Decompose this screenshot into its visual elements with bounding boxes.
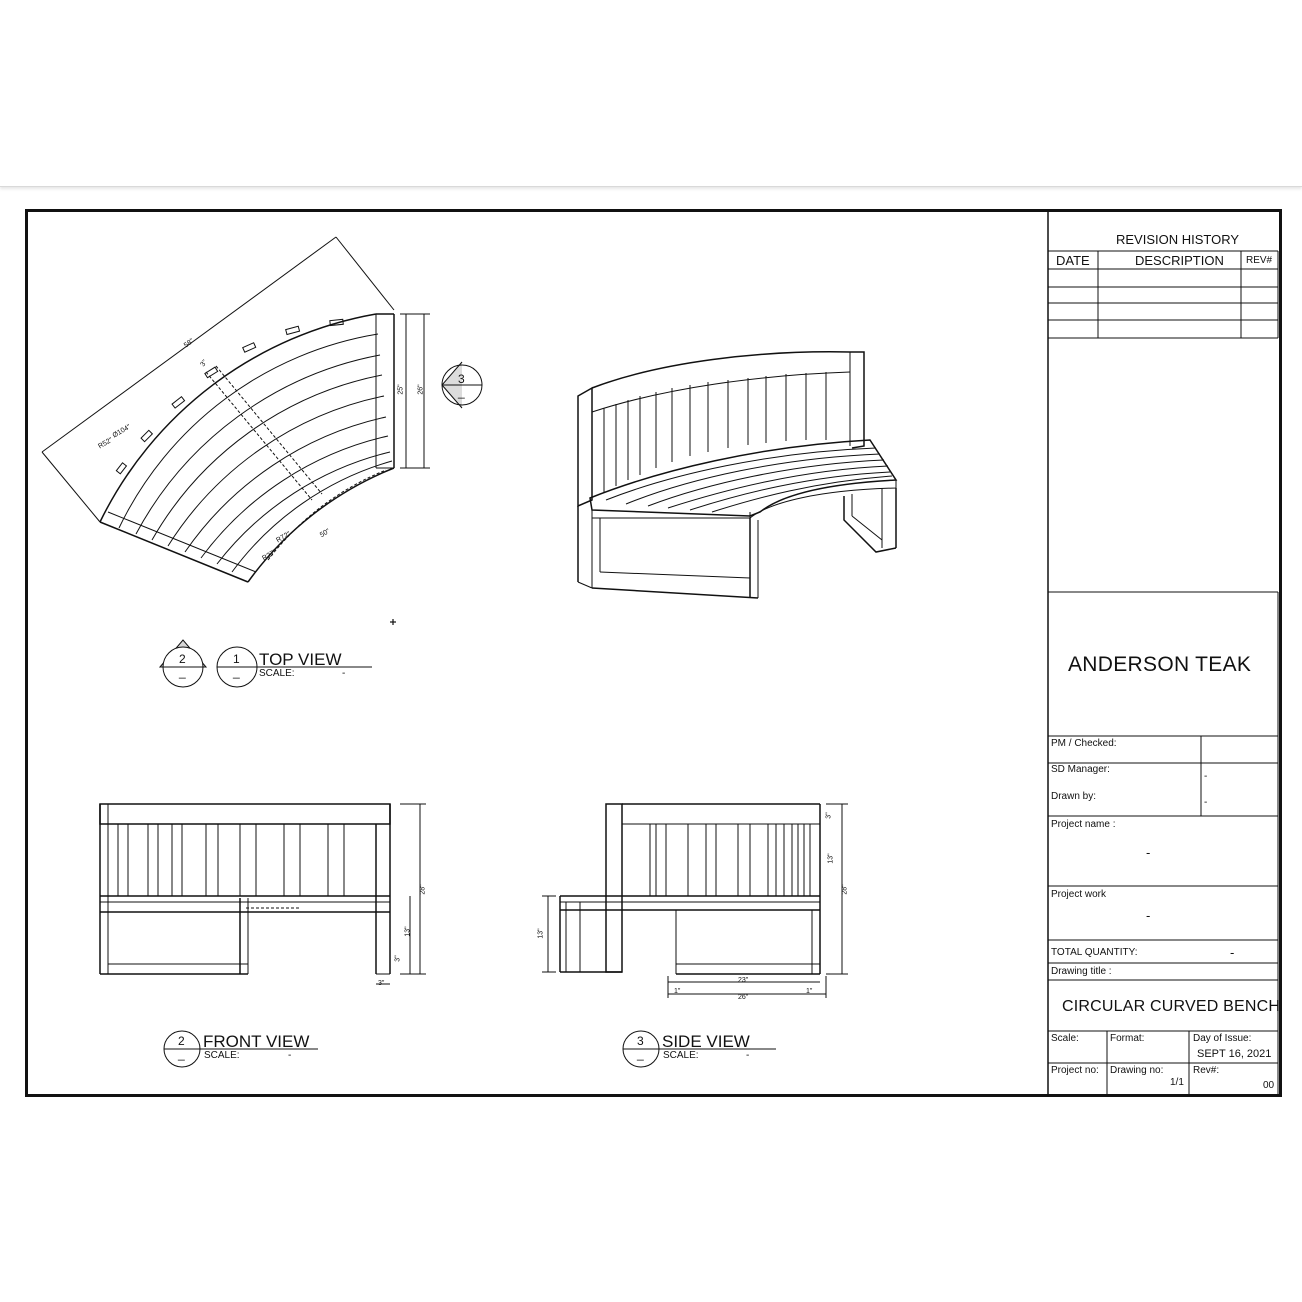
dim-top-inner-width: 25" (397, 384, 405, 395)
scale-label: Scale: (1051, 1033, 1079, 1044)
project-work-value: - (1146, 908, 1151, 923)
dim-front-leg-a: 3" (394, 955, 402, 962)
side-view-drawing (542, 804, 848, 998)
dim-top-overall-length: 58" (182, 337, 196, 350)
top-view-scale-value: - (342, 668, 346, 679)
dim-front-height: 28" (419, 884, 427, 895)
top-view-ref-sub: _ (179, 665, 186, 679)
sd-manager-label: SD Manager: (1051, 764, 1110, 775)
dim-top-diameter: Ø104" (111, 423, 133, 440)
top-view-number: 1 (233, 652, 240, 666)
dim-front-leg-b: 3" (378, 980, 385, 987)
dim-top-outer-arc: 50" (318, 527, 332, 540)
project-no-label: Project no: (1051, 1065, 1099, 1076)
drawn-by-value: - (1204, 797, 1208, 808)
dim-side-foot-a: 1" (674, 988, 681, 995)
revision-col-rev: REV# (1246, 255, 1273, 266)
drawing-title-label: Drawing title : (1051, 966, 1112, 977)
dim-front-seat-height: 13" (404, 926, 412, 937)
total-quantity-label: TOTAL QUANTITY: (1051, 947, 1138, 958)
dim-side-depth: 26" (738, 994, 749, 1001)
project-name-label: Project name : (1051, 819, 1116, 830)
dim-top-radius-c: R52" (97, 436, 115, 451)
front-view-sub: _ (178, 1047, 185, 1061)
side-view-sub: _ (637, 1047, 644, 1061)
dim-top-radius-b: R27" (261, 548, 279, 563)
side-view-title: SIDE VIEW (662, 1032, 750, 1051)
cursor-cross-icon (390, 619, 396, 625)
drawing-title: CIRCULAR CURVED BENCH (1062, 998, 1281, 1015)
dim-top-radius-a: R72" (275, 530, 293, 545)
dim-side-height: 28" (841, 884, 849, 895)
front-view-number: 2 (178, 1034, 185, 1048)
drawn-by-label: Drawn by: (1051, 791, 1097, 802)
drawing-no-label: Drawing no: (1110, 1065, 1164, 1076)
side-view-scale-value: - (746, 1050, 750, 1061)
project-work-label: Project work (1051, 889, 1107, 900)
dim-top-slat: 3" (199, 358, 209, 369)
revision-history-heading: REVISION HISTORY (1116, 232, 1240, 247)
front-view-title: FRONT VIEW (203, 1032, 310, 1051)
format-label: Format: (1110, 1033, 1145, 1044)
dim-side-back-a: 3" (825, 812, 833, 819)
side-view-number: 3 (637, 1034, 644, 1048)
revision-col-description: DESCRIPTION (1135, 253, 1224, 268)
dim-side-depth-inner: 23" (738, 977, 749, 984)
front-view-scale-value: - (288, 1050, 292, 1061)
top-view-sub: _ (233, 665, 240, 679)
drawing-no-value: 1/1 (1170, 1077, 1184, 1088)
top-view-drawing (42, 237, 482, 582)
company-name: ANDERSON TEAK (1068, 653, 1252, 676)
pm-checked-label: PM / Checked: (1051, 738, 1117, 749)
top-ref-3-sub: _ (458, 385, 465, 399)
front-view-scale-label: SCALE: (204, 1050, 240, 1061)
isometric-view-drawing (578, 352, 896, 598)
total-quantity-value: - (1230, 945, 1235, 960)
dim-top-overall-width: 26" (417, 384, 425, 395)
dim-side-seat: 13" (537, 928, 545, 939)
top-view-title: TOP VIEW (259, 650, 342, 669)
front-view-drawing (100, 804, 426, 984)
day-of-issue-label: Day of Issue: (1193, 1033, 1252, 1044)
dim-side-back-b: 13" (827, 853, 835, 864)
rev-value: 00 (1263, 1080, 1275, 1091)
rev-label: Rev#: (1193, 1065, 1220, 1076)
revision-col-date: DATE (1056, 253, 1090, 268)
top-view-ref-number: 2 (179, 652, 186, 666)
project-name-value: - (1146, 845, 1151, 860)
side-view-scale-label: SCALE: (663, 1050, 699, 1061)
sd-manager-value: - (1204, 771, 1208, 782)
dim-side-foot-b: 1" (806, 988, 813, 995)
top-view-scale-label: SCALE: (259, 668, 295, 679)
top-ref-3-number: 3 (458, 372, 465, 386)
day-of-issue-value: SEPT 16, 2021 (1197, 1048, 1272, 1060)
